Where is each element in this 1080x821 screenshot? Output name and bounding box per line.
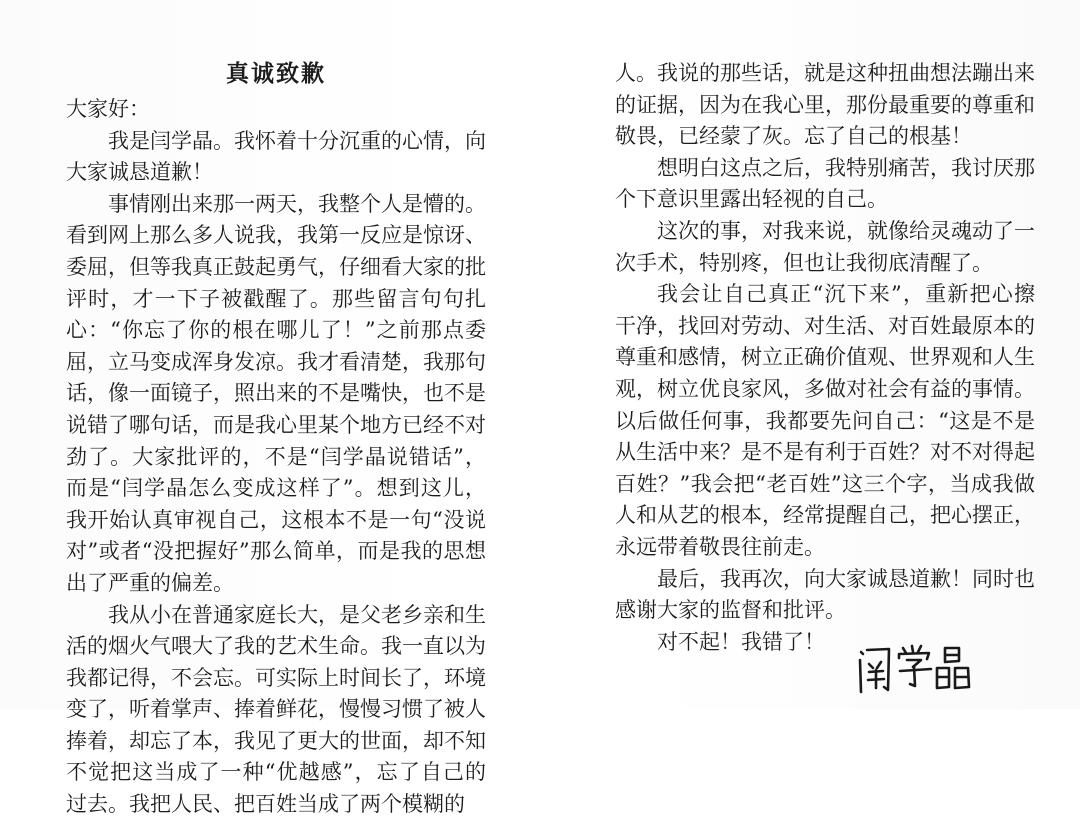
paragraph: 事情刚出来那一两天，我整个人是懵的。看到网上那么多人说我，我第一反应是惊讶、委屈，但等我真正鼓起勇气，仔细看大家的批评时，才一下子被戳醒了。那些留言句句扎心：“你忘了你的根在哪儿了！”之前那点委屈，立马变成浑身发凉。我才看清楚，我那句话，像一面镜子，照出来的不是嘴快，也不是说错了哪句话，而是我心里某个地方已经不对劲了。大家批评的，不是“闫学晶说错话”，而是“闫学晶怎么变成这样了”。想到这儿，我开始认真审视自己，这根本不是一句“没说对”或者“没把握好”那么简单，而是我的思想出了严重的偏差。 <box>66 191 486 595</box>
closing-line: 对不起！我错了！ <box>657 629 825 654</box>
paragraph: 这次的事，对我来说，就像给灵魂动了一次手术，特别疼，但也让我彻底清醒了。 <box>615 218 1035 275</box>
paragraph-continuation: 人。我说的那些话，就是这种扭曲想法蹦出来的证据，因为在我心里，那份最重要的尊重和敬畏，已经蒙了灰。忘了自己的根基！ <box>615 61 1035 149</box>
signature-icon <box>855 640 985 700</box>
paragraph: 我会让自己真正“沉下来”，重新把心擦干净，找回对劳动、对生活、对百姓最原本的尊重和感情，树立正确价值观、世界观和人生观，树立优良家风，多做对社会有益的事情。以后做任何事，我都要先问自己：“这是不是从生活中来？是不是有利于百姓？对不对得起百姓？”我会把“老百姓”这三个字，当成我做人和从艺的根本，经常提醒自己，把心摆正，永远带着敬畏往前走。 <box>615 282 1035 559</box>
paragraph: 想明白这点之后，我特别痛苦，我讨厌那个下意识里露出轻视的自己。 <box>615 155 1035 212</box>
greeting: 大家好： <box>66 97 150 121</box>
letter-title: 真诚致歉 <box>226 60 326 87</box>
left-column <box>66 58 486 821</box>
paragraph: 最后，我再次，向大家诚恳道歉！同时也感谢大家的监督和批评。 <box>615 566 1035 623</box>
paragraph: 我从小在普通家庭长大，是父老乡亲和生活的烟火气喂大了我的艺术生命。我一直以为我都记得，不会忘。可实际上时间长了，环境变了，听着掌声、捧着鲜花，慢慢习惯了被人捧着，却忘了本，我见了更大的世面，却不知不觉把这当成了一种“优越感”，忘了自己的过去。我把人民、把百姓当成了两个模糊的 <box>66 602 486 817</box>
paragraph: 我是闫学晶。我怀着十分沉重的心情，向大家诚恳道歉！ <box>66 128 486 185</box>
handwritten-signature <box>855 640 985 700</box>
right-column <box>615 58 1035 658</box>
